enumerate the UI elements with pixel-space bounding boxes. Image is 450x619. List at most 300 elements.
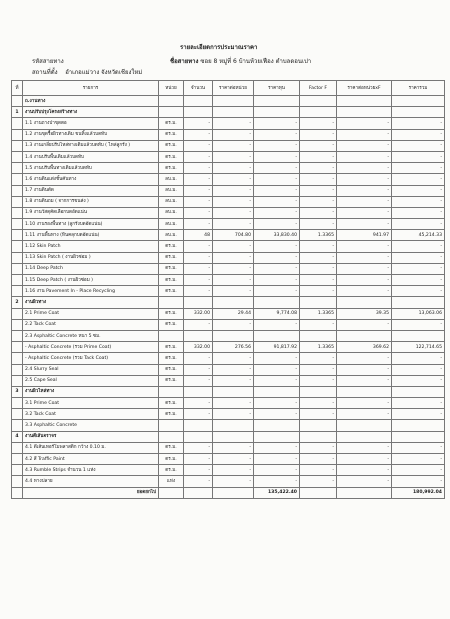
- section-row: [12, 297, 445, 308]
- row-unit-price: [213, 297, 254, 308]
- row-qty: -: [184, 207, 213, 218]
- row-item: 1.6 งานดินแต่งชั้นคันทาง: [23, 174, 159, 185]
- road-name-line: [170, 56, 311, 66]
- row-no: [12, 375, 23, 386]
- table-row: [12, 330, 445, 341]
- row-unit-price: -: [213, 219, 254, 230]
- row-item: 2.1 Prime Coat: [23, 308, 159, 319]
- table-row: [12, 420, 445, 431]
- row-price-f: [337, 96, 392, 107]
- row-factor: -: [300, 151, 337, 162]
- row-item: 1.16 งาน Pavement In - Place Recycling: [23, 286, 159, 297]
- row-unit: [159, 386, 184, 397]
- row-item: 1.14 Deep Patch: [23, 263, 159, 274]
- row-factor: -: [300, 275, 337, 286]
- row-price-f: -: [337, 442, 392, 453]
- row-price-f: -: [337, 140, 392, 151]
- table-row: [12, 219, 445, 230]
- row-unit-price: [213, 431, 254, 442]
- row-item: 1.1 งานถางป่าขุดตอ: [23, 118, 159, 129]
- row-factor: [300, 330, 337, 341]
- row-item: 1.5 งานปรับพื้นทางเดิมแล้วบดทับ: [23, 163, 159, 174]
- row-price-f: -: [337, 364, 392, 375]
- row-unit-price: -: [213, 409, 254, 420]
- row-cost: -: [254, 207, 300, 218]
- table-row: [12, 196, 445, 207]
- row-no: [12, 476, 23, 487]
- row-no: [12, 454, 23, 465]
- carry-forward-total: 180,992.04: [392, 487, 445, 498]
- row-cost: [254, 107, 300, 118]
- row-unit: ลบ.ม.: [159, 174, 184, 185]
- row-qty: -: [184, 163, 213, 174]
- table-row: [12, 342, 445, 353]
- row-unit: ตร.ม.: [159, 129, 184, 140]
- row-unit: ตร.ม.: [159, 308, 184, 319]
- row-item: 1.11 งานพื้นทาง (หินคลุกบดอัดแน่น): [23, 230, 159, 241]
- row-unit-price: -: [213, 286, 254, 297]
- row-item: 1.9 งานวัสดุคัดเลือกบดอัดแน่น: [23, 207, 159, 218]
- row-total: -: [392, 275, 445, 286]
- row-unit-price: -: [213, 263, 254, 274]
- table-row: [12, 454, 445, 465]
- row-unit-price: -: [213, 275, 254, 286]
- row-qty: -: [184, 129, 213, 140]
- row-price-f: -: [337, 465, 392, 476]
- row-unit: ลบ.ม.: [159, 230, 184, 241]
- row-total: -: [392, 118, 445, 129]
- row-item: 1.3 งานเกลี่ยปรับไหล่ทางเดิมแล้วบดทับ ( ไหล่ลูกรัง ): [23, 140, 159, 151]
- row-qty: -: [184, 275, 213, 286]
- row-unit: [159, 297, 184, 308]
- row-no: [12, 342, 23, 353]
- row-cost: -: [254, 442, 300, 453]
- row-qty: -: [184, 286, 213, 297]
- row-unit: ตร.ม.: [159, 442, 184, 453]
- row-cost: [254, 420, 300, 431]
- row-factor: [300, 431, 337, 442]
- row-qty: -: [184, 319, 213, 330]
- row-item: 3.3 Asphaltic Concrete: [23, 420, 159, 431]
- row-unit: [159, 431, 184, 442]
- row-cost: -: [254, 140, 300, 151]
- row-no: [12, 230, 23, 241]
- row-no: [12, 286, 23, 297]
- row-total: -: [392, 454, 445, 465]
- row-qty: [184, 297, 213, 308]
- table-header-row: [12, 81, 445, 96]
- row-factor: -: [300, 319, 337, 330]
- row-price-f: -: [337, 129, 392, 140]
- col-header-total: ราคารวม: [392, 81, 445, 96]
- row-no: [12, 275, 23, 286]
- row-price-f: [337, 386, 392, 397]
- road-code-label: รหัสสายทาง: [32, 58, 64, 65]
- row-unit-price: -: [213, 252, 254, 263]
- row-cost: -: [254, 275, 300, 286]
- site-line: [32, 67, 142, 77]
- row-price-f: -: [337, 118, 392, 129]
- row-total: -: [392, 263, 445, 274]
- row-item: 4.4 หางปลาย: [23, 476, 159, 487]
- col-header-unit: หน่วย: [159, 81, 184, 96]
- row-price-f: -: [337, 319, 392, 330]
- row-factor: -: [300, 375, 337, 386]
- row-total: [392, 297, 445, 308]
- row-qty: 332.00: [184, 308, 213, 319]
- row-unit: ตร.ม.: [159, 263, 184, 274]
- col-header-qty: จำนวน: [184, 81, 213, 96]
- row-total: -: [392, 241, 445, 252]
- row-cost: 33,830.40: [254, 230, 300, 241]
- row-unit-price: -: [213, 185, 254, 196]
- row-price-f: 39.35: [337, 308, 392, 319]
- row-price-f: 369.62: [337, 342, 392, 353]
- row-price-f: [337, 420, 392, 431]
- row-unit: [159, 420, 184, 431]
- col-header-unit-price: ราคาต่อหน่วย: [213, 81, 254, 96]
- row-no: [12, 185, 23, 196]
- row-item: - Asphaltic Concrete (รวม Tack Coat): [23, 353, 159, 364]
- row-price-f: -: [337, 174, 392, 185]
- row-factor: 1.3365: [300, 342, 337, 353]
- row-total: [392, 431, 445, 442]
- row-total: [392, 96, 445, 107]
- row-unit: ตร.ม.: [159, 275, 184, 286]
- row-cost: -: [254, 409, 300, 420]
- row-factor: -: [300, 118, 337, 129]
- row-total: -: [392, 207, 445, 218]
- row-factor: -: [300, 219, 337, 230]
- row-total: [392, 107, 445, 118]
- row-cost: -: [254, 286, 300, 297]
- col-header-factor: Factor F: [300, 81, 337, 96]
- carry-forward-label: ยอดยกไป: [23, 487, 159, 498]
- row-item: งานตีเส้นจราจร: [23, 431, 159, 442]
- row-factor: [300, 386, 337, 397]
- row-factor: -: [300, 207, 337, 218]
- row-total: [392, 386, 445, 397]
- row-no: [12, 151, 23, 162]
- row-no: [12, 174, 23, 185]
- row-total: -: [392, 174, 445, 185]
- row-unit-price: -: [213, 151, 254, 162]
- row-factor: -: [300, 263, 337, 274]
- row-cost: -: [254, 174, 300, 185]
- row-item: 1.13 Skin Patch ( งานผิวซ่อม ): [23, 252, 159, 263]
- row-factor: -: [300, 129, 337, 140]
- row-no: [12, 241, 23, 252]
- row-factor: 1.3365: [300, 230, 337, 241]
- row-unit: ตร.ม.: [159, 286, 184, 297]
- row-qty: -: [184, 409, 213, 420]
- row-factor: -: [300, 454, 337, 465]
- row-total: -: [392, 140, 445, 151]
- row-unit: ลบ.ม.: [159, 196, 184, 207]
- row-cost: -: [254, 163, 300, 174]
- row-price-f: -: [337, 207, 392, 218]
- row-price-f: -: [337, 275, 392, 286]
- table-row: [12, 442, 445, 453]
- row-no: [12, 252, 23, 263]
- row-no: [12, 96, 23, 107]
- row-total: 45,214.33: [392, 230, 445, 241]
- row-unit-price: 704.80: [213, 230, 254, 241]
- row-factor: -: [300, 163, 337, 174]
- row-total: -: [392, 219, 445, 230]
- row-no: [12, 398, 23, 409]
- row-item: - Asphaltic Concrete (รวม Prime Coat): [23, 342, 159, 353]
- row-unit-price: -: [213, 375, 254, 386]
- row-cost: -: [254, 118, 300, 129]
- row-qty: -: [184, 140, 213, 151]
- row-price-f: [337, 431, 392, 442]
- row-total: -: [392, 319, 445, 330]
- row-unit-price: -: [213, 319, 254, 330]
- row-factor: [300, 297, 337, 308]
- row-unit: ลบ.ม.: [159, 185, 184, 196]
- row-price-f: -: [337, 353, 392, 364]
- table-row: [12, 252, 445, 263]
- row-item: 1.2 งานขุดรื้อผิวทางเดิม ขนทิ้งแล้วบดทับ: [23, 129, 159, 140]
- row-unit-price: -: [213, 476, 254, 487]
- row-unit-price: [213, 96, 254, 107]
- row-unit: ตร.ม.: [159, 118, 184, 129]
- row-qty: -: [184, 151, 213, 162]
- row-qty: [184, 96, 213, 107]
- row-unit-price: -: [213, 442, 254, 453]
- table-row: [12, 465, 445, 476]
- row-price-f: -: [337, 409, 392, 420]
- row-qty: [184, 107, 213, 118]
- row-total: 122,714.65: [392, 342, 445, 353]
- row-item: งานผิวทาง: [23, 297, 159, 308]
- row-qty: -: [184, 442, 213, 453]
- table-row: [12, 151, 445, 162]
- row-price-f: -: [337, 454, 392, 465]
- row-cost: -: [254, 129, 300, 140]
- row-unit: [159, 330, 184, 341]
- carry-forward-cost: 135,422.40: [254, 487, 300, 498]
- row-cost: -: [254, 252, 300, 263]
- row-qty: 48: [184, 230, 213, 241]
- row-qty: -: [184, 364, 213, 375]
- row-qty: [184, 330, 213, 341]
- row-unit-price: -: [213, 163, 254, 174]
- row-unit-price: -: [213, 465, 254, 476]
- row-qty: -: [184, 241, 213, 252]
- row-qty: -: [184, 196, 213, 207]
- col-header-no: ที่: [12, 81, 23, 96]
- row-qty: -: [184, 219, 213, 230]
- row-cost: -: [254, 151, 300, 162]
- row-price-f: -: [337, 263, 392, 274]
- row-factor: -: [300, 286, 337, 297]
- table-row: [12, 163, 445, 174]
- row-price-f: -: [337, 196, 392, 207]
- row-factor: -: [300, 465, 337, 476]
- table-row: [12, 241, 445, 252]
- row-total: -: [392, 375, 445, 386]
- row-unit: ตร.ม.: [159, 342, 184, 353]
- row-total: -: [392, 286, 445, 297]
- row-unit: [159, 96, 184, 107]
- page-title: รายละเอียดการประมาณราคา: [180, 44, 258, 51]
- estimate-table: [11, 80, 445, 499]
- row-unit: ลบ.ม.: [159, 219, 184, 230]
- row-unit: ตร.ม.: [159, 364, 184, 375]
- col-header-item: รายการ: [23, 81, 159, 96]
- row-no: [12, 219, 23, 230]
- row-qty: -: [184, 353, 213, 364]
- row-total: [392, 330, 445, 341]
- table-row: [12, 286, 445, 297]
- table-body: [12, 96, 445, 488]
- row-unit: แห่ง: [159, 476, 184, 487]
- row-unit-price: [213, 420, 254, 431]
- row-total: -: [392, 476, 445, 487]
- row-cost: -: [254, 263, 300, 274]
- row-item: 1.10 งานรองพื้นทาง (ลูกรังบดอัดแน่น): [23, 219, 159, 230]
- row-qty: -: [184, 252, 213, 263]
- row-unit-price: -: [213, 353, 254, 364]
- row-no: [12, 308, 23, 319]
- row-unit-price: -: [213, 174, 254, 185]
- row-no: [12, 409, 23, 420]
- row-price-f: -: [337, 476, 392, 487]
- row-unit: ตร.ม.: [159, 319, 184, 330]
- row-no: [12, 420, 23, 431]
- row-qty: [184, 431, 213, 442]
- row-no: [12, 196, 23, 207]
- row-unit: ตร.ม.: [159, 140, 184, 151]
- row-qty: -: [184, 375, 213, 386]
- row-cost: [254, 386, 300, 397]
- row-cost: -: [254, 319, 300, 330]
- section-row: [12, 96, 445, 107]
- row-unit: ลบ.ม.: [159, 207, 184, 218]
- row-factor: -: [300, 174, 337, 185]
- row-price-f: [337, 330, 392, 341]
- row-qty: -: [184, 476, 213, 487]
- col-header-price-f: ราคาต่อหน่วยxF: [337, 81, 392, 96]
- row-unit-price: -: [213, 140, 254, 151]
- row-no: [12, 163, 23, 174]
- row-item: งานผิวไหล่ทาง: [23, 386, 159, 397]
- row-no: [12, 330, 23, 341]
- row-no: [12, 207, 23, 218]
- row-total: -: [392, 151, 445, 162]
- row-no: [12, 353, 23, 364]
- carry-forward-row: [12, 487, 445, 498]
- row-unit: ตร.ม.: [159, 454, 184, 465]
- row-price-f: -: [337, 151, 392, 162]
- table-row: [12, 207, 445, 218]
- table-row: [12, 118, 445, 129]
- row-cost: -: [254, 241, 300, 252]
- row-factor: -: [300, 398, 337, 409]
- row-item: 3.2 Tack Coat: [23, 409, 159, 420]
- row-factor: [300, 107, 337, 118]
- row-unit-price: -: [213, 454, 254, 465]
- row-qty: -: [184, 118, 213, 129]
- row-item: 1.4 งานปรับพื้นเดิมแล้วบดทับ: [23, 151, 159, 162]
- row-price-f: -: [337, 219, 392, 230]
- row-qty: -: [184, 465, 213, 476]
- row-no: [12, 263, 23, 274]
- road-name-label: ชื่อสายทาง: [170, 58, 199, 65]
- row-qty: -: [184, 185, 213, 196]
- row-no: 2: [12, 297, 23, 308]
- row-factor: [300, 96, 337, 107]
- row-cost: [254, 330, 300, 341]
- row-cost: -: [254, 353, 300, 364]
- row-qty: -: [184, 454, 213, 465]
- row-cost: -: [254, 465, 300, 476]
- row-unit-price: -: [213, 118, 254, 129]
- row-qty: -: [184, 398, 213, 409]
- table-row: [12, 409, 445, 420]
- row-cost: [254, 297, 300, 308]
- row-factor: [300, 420, 337, 431]
- row-unit: ตร.ม.: [159, 353, 184, 364]
- row-unit-price: 276.56: [213, 342, 254, 353]
- row-no: 3: [12, 386, 23, 397]
- table-row: [12, 398, 445, 409]
- row-cost: [254, 96, 300, 107]
- row-cost: -: [254, 375, 300, 386]
- row-price-f: [337, 107, 392, 118]
- row-factor: -: [300, 196, 337, 207]
- row-price-f: -: [337, 163, 392, 174]
- row-unit-price: [213, 330, 254, 341]
- row-total: -: [392, 163, 445, 174]
- table-row: [12, 319, 445, 330]
- row-qty: [184, 386, 213, 397]
- table-row: [12, 230, 445, 241]
- row-factor: -: [300, 442, 337, 453]
- table-row: [12, 364, 445, 375]
- row-no: [12, 118, 23, 129]
- row-cost: -: [254, 476, 300, 487]
- row-factor: -: [300, 140, 337, 151]
- row-price-f: 941.97: [337, 230, 392, 241]
- section-row: [12, 107, 445, 118]
- row-total: -: [392, 196, 445, 207]
- table-row: [12, 129, 445, 140]
- row-total: -: [392, 252, 445, 263]
- row-unit-price: [213, 107, 254, 118]
- row-unit: ตร.ม.: [159, 375, 184, 386]
- table-row: [12, 308, 445, 319]
- row-unit-price: -: [213, 196, 254, 207]
- row-item: 2.2 Tack Coat: [23, 319, 159, 330]
- row-item: 3.1 Prime Coat: [23, 398, 159, 409]
- row-total: -: [392, 353, 445, 364]
- row-item: 4.2 สี Traffic Paint: [23, 454, 159, 465]
- row-total: [392, 420, 445, 431]
- row-unit: ตร.ม.: [159, 163, 184, 174]
- row-factor: -: [300, 476, 337, 487]
- table-row: [12, 275, 445, 286]
- row-price-f: -: [337, 252, 392, 263]
- section-row: [12, 431, 445, 442]
- row-no: [12, 140, 23, 151]
- row-total: -: [392, 398, 445, 409]
- row-price-f: [337, 297, 392, 308]
- row-item: 1.7 งานดินตัด: [23, 185, 159, 196]
- table-row: [12, 185, 445, 196]
